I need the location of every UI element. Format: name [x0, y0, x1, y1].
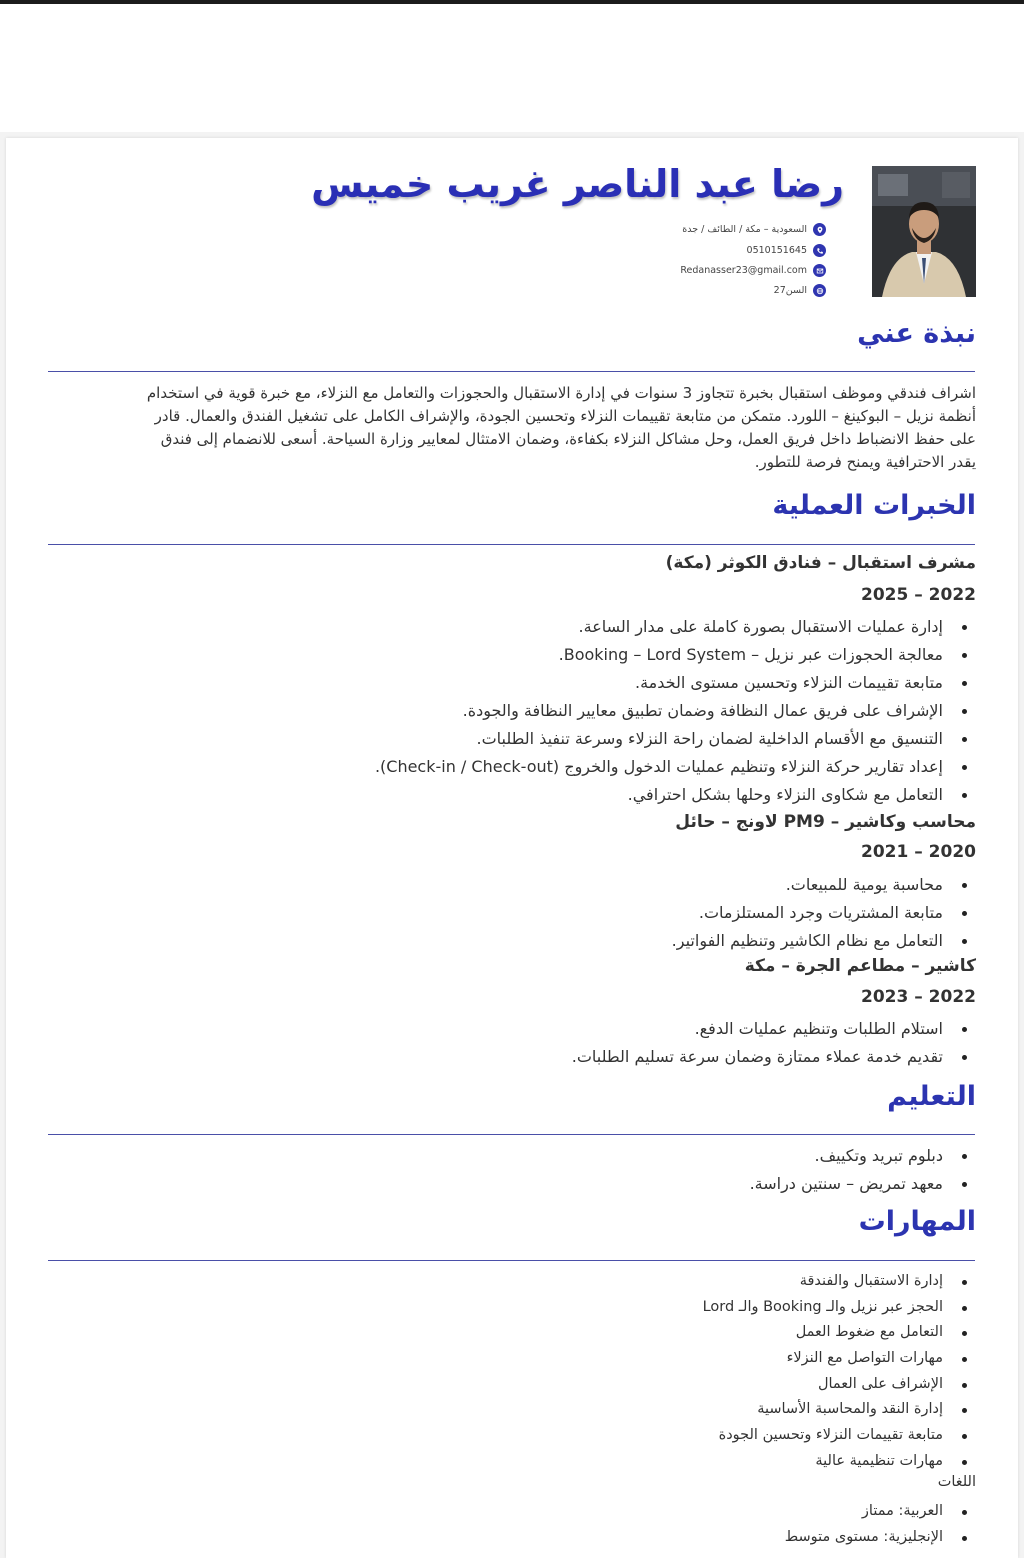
list-item: الحجز عبر نزيل والـ Booking والـ Lord [703, 1295, 976, 1321]
education-divider [48, 1134, 975, 1135]
skills-list [703, 1269, 976, 1475]
education-list [750, 1142, 976, 1198]
list-item: العربية: ممتاز [785, 1499, 976, 1525]
list-item: محاسبة يومية للمبيعات. [672, 871, 976, 899]
list-item: معالجة الحجوزات عبر نزيل – Booking – Lord System. [375, 641, 976, 669]
experience-title: الخبرات العملية [772, 490, 976, 521]
job-tasks [672, 871, 976, 955]
candidate-name: رضا عبد الناصر غريب خميس [311, 162, 844, 206]
languages-list [785, 1499, 976, 1550]
contact-age-text: السن27 [773, 285, 807, 296]
job-title: محاسب وكاشير – PM9 لاونج – حائل [675, 812, 976, 832]
job-tasks [572, 1015, 976, 1071]
list-item: مهارات التواصل مع النزلاء [703, 1346, 976, 1372]
skills-title: المهارات [858, 1206, 976, 1237]
cv-page [6, 138, 1018, 1558]
contact-location [682, 223, 826, 236]
job-years: 2022 – 2023 [861, 987, 976, 1007]
job-title: مشرف استقبال – فنادق الكوثر (مكة) [665, 553, 976, 573]
contact-email-text[interactable]: Redanasser23@gmail.com [680, 265, 807, 276]
languages-title: اللغات [937, 1474, 976, 1490]
education-title: التعليم [887, 1081, 976, 1112]
location-pin-icon [813, 223, 826, 236]
experience-divider [48, 544, 975, 545]
list-item: معهد تمريض – سنتين دراسة. [750, 1170, 976, 1198]
list-item: استلام الطلبات وتنظيم عمليات الدفع. [572, 1015, 976, 1043]
list-item: دبلوم تبريد وتكييف. [750, 1142, 976, 1170]
top-margin [0, 4, 1024, 132]
contact-location-text: السعودية – مكة / الطائف / جدة [682, 224, 807, 235]
list-item: إدارة النقد والمحاسبة الأساسية [703, 1397, 976, 1423]
list-item: التعامل مع شكاوى النزلاء وحلها بشكل احترافي. [375, 781, 976, 809]
phone-icon [813, 244, 826, 257]
contact-phone [747, 244, 826, 257]
list-item: الإنجليزية: مستوى متوسط [785, 1525, 976, 1551]
profile-photo-image [872, 166, 976, 297]
list-item: إدارة عمليات الاستقبال بصورة كاملة على مدار الساعة. [375, 613, 976, 641]
job-years: 2022 – 2025 [861, 585, 976, 605]
about-divider [48, 371, 975, 372]
list-item: متابعة تقييمات النزلاء وتحسين مستوى الخدمة. [375, 669, 976, 697]
list-item: تقديم خدمة عملاء ممتازة وضمان سرعة تسليم الطلبات. [572, 1043, 976, 1071]
job-years: 2020 – 2021 [861, 842, 976, 862]
list-item: إدارة الاستقبال والفندقة [703, 1269, 976, 1295]
contact-phone-text[interactable]: 0510151645 [746, 245, 807, 256]
skills-divider [48, 1260, 975, 1261]
about-title: نبذة عني [857, 318, 976, 349]
profile-photo [872, 166, 976, 297]
list-item: التعامل مع نظام الكاشير وتنظيم الفواتير. [672, 927, 976, 955]
about-text: اشراف فندقي وموظف استقبال بخبرة تتجاوز 3 سنوات في إدارة الاستقبال والحجوزات والتعامل مع النزلاء، مع خبرة قوية في استخدام أنظمة نزيل – البوكينغ – اللورد. متمكن من متابعة تقييمات النزلاء وتحسين الجودة، والإشراف الكامل على تشغيل الفندق والعمال. قادر على حفظ الانضباط داخل فريق العمل، وحل مشاكل النزلاء بكفاءة، وضمان الامتثال لمعايير وزارة السياحة. أسعى للانضمام إلى فندق يقدر الاحترافية ويمنح فرصة للتطور. [146, 384, 976, 471]
job-tasks [375, 613, 976, 809]
contact-age [774, 284, 826, 297]
globe-icon [813, 284, 826, 297]
list-item: التنسيق مع الأقسام الداخلية لضمان راحة النزلاء وسرعة تنفيذ الطلبات. [375, 725, 976, 753]
email-icon [813, 264, 826, 277]
contact-email [680, 264, 826, 277]
list-item: إعداد تقارير حركة النزلاء وتنظيم عمليات الدخول والخروج (Check-in / Check-out). [375, 753, 976, 781]
list-item: الإشراف على العمال [703, 1372, 976, 1398]
list-item: التعامل مع ضغوط العمل [703, 1320, 976, 1346]
list-item: متابعة المشتريات وجرد المستلزمات. [672, 899, 976, 927]
list-item: متابعة تقييمات النزلاء وتحسين الجودة [703, 1423, 976, 1449]
job-title: كاشير – مطاعم الجرة – مكة [744, 956, 976, 976]
list-item: الإشراف على فريق عمال النظافة وضمان تطبيق معايير النظافة والجودة. [375, 697, 976, 725]
list-item: مهارات تنظيمية عالية [703, 1449, 976, 1475]
